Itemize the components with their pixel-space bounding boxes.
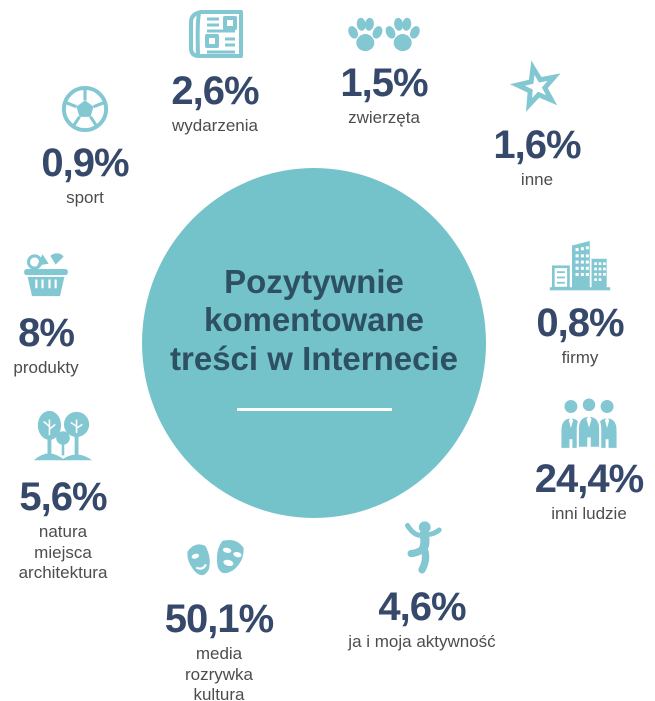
- category-label: media rozrywka kultura: [184, 644, 253, 701]
- category-value: 0,8%: [536, 301, 624, 345]
- category-inni-ludzie: [522, 394, 655, 525]
- category-value: 8%: [18, 311, 74, 355]
- category-label: produkty: [13, 358, 79, 377]
- category-value: 4,6%: [378, 585, 466, 629]
- newspaper-icon: [183, 6, 247, 62]
- category-value: 2,6%: [171, 69, 259, 113]
- category-label: inni ludzie: [551, 504, 627, 523]
- category-value: 1,6%: [493, 123, 581, 167]
- people-group-icon: [558, 394, 620, 450]
- category-label: zwierzęta: [348, 108, 420, 127]
- category-wydarzenia: [145, 6, 285, 137]
- theater-masks-icon: [185, 536, 253, 590]
- paw-prints-icon: [345, 14, 423, 54]
- category-inne: [467, 58, 607, 191]
- shopping-basket-icon: [18, 248, 74, 304]
- category-value: 0,9%: [41, 141, 129, 185]
- trees-icon: [32, 406, 94, 468]
- center-circle: [142, 168, 486, 518]
- category-label: sport: [66, 188, 104, 207]
- category-value: 24,4%: [534, 457, 644, 501]
- category-label: firmy: [561, 348, 599, 367]
- category-zwierzeta: [314, 14, 454, 129]
- category-firmy: [514, 236, 646, 369]
- category-sport: [15, 84, 155, 209]
- star-icon: [508, 58, 566, 116]
- category-value: 5,6%: [19, 475, 107, 519]
- category-label: natura miejsca architektura: [18, 522, 108, 583]
- category-ja-i-moja-aktywnosc: [340, 520, 504, 653]
- page-title: Pozytywnie komentowane treści w Internecie: [170, 262, 458, 377]
- soccer-ball-icon: [60, 84, 110, 134]
- category-media: [149, 536, 289, 701]
- category-label: ja i moja aktywność: [348, 632, 496, 651]
- category-label: wydarzenia: [172, 116, 258, 135]
- category-value: 1,5%: [340, 61, 428, 105]
- category-natura: [2, 406, 124, 584]
- title-underline: [237, 408, 392, 411]
- jumping-person-icon: [399, 520, 445, 578]
- category-produkty: [0, 248, 92, 379]
- category-value: 50,1%: [164, 597, 274, 641]
- category-label: inne: [520, 170, 554, 189]
- buildings-icon: [548, 236, 612, 294]
